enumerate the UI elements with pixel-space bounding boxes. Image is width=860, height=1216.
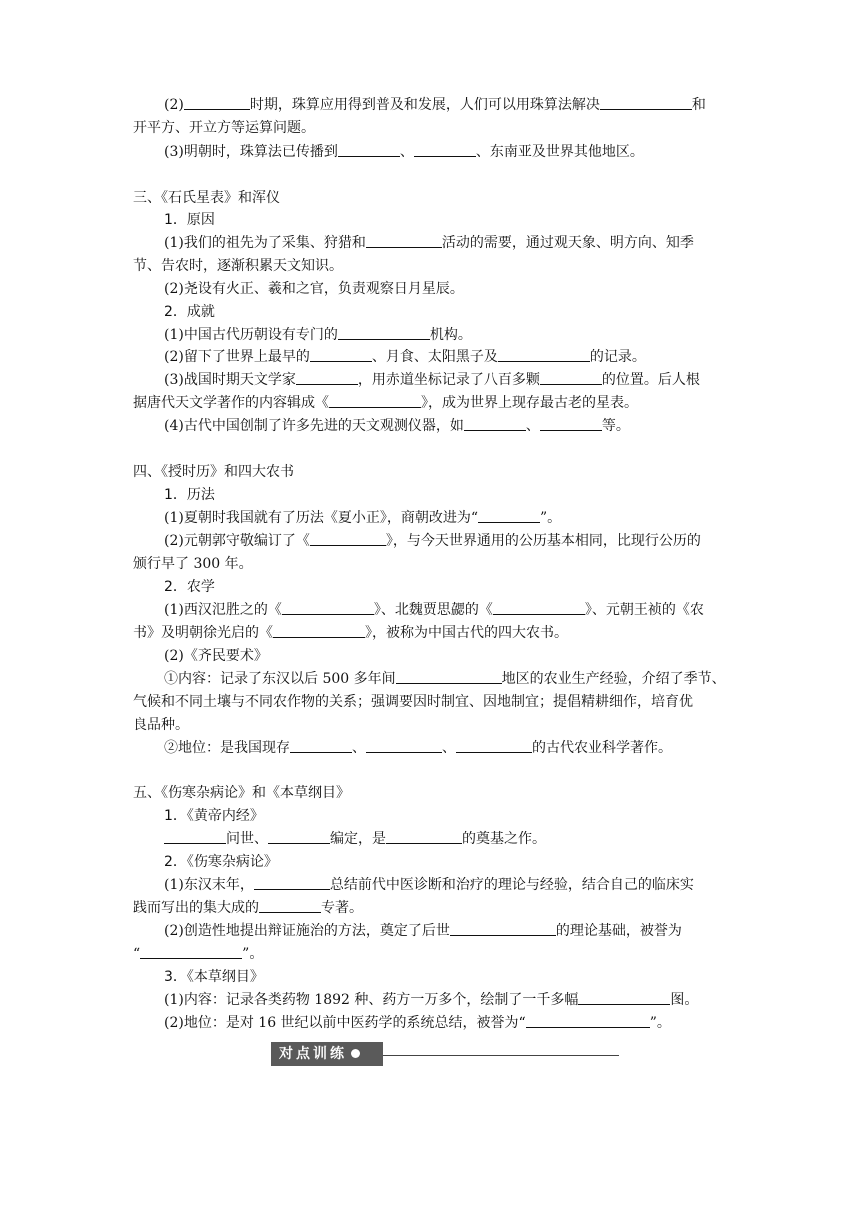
line-text: (2)留下了世界上最早的: [164, 349, 310, 365]
text-line: [164, 415, 630, 437]
line-text: 、: [399, 144, 414, 160]
line-text: (1)内容：记录各类药物 1892 种、药方一万多个，绘制了一千多幅: [164, 992, 579, 1008]
fill-blank[interactable]: [414, 142, 476, 157]
line-text: 1．历法: [164, 487, 215, 503]
fill-blank[interactable]: [498, 347, 590, 362]
line-text: 总结前代中医诊断和治疗的理论与经验，结合自己的临床实: [329, 877, 694, 893]
fill-blank[interactable]: [329, 393, 421, 408]
line-text: (2)《齐民要术》: [164, 648, 268, 664]
line-text: (2)尧设有火正、羲和之官，负责观察日月星辰。: [164, 281, 464, 297]
line-text: 据唐代天文学著作的内容辑成《: [133, 395, 329, 411]
fill-blank[interactable]: [310, 347, 372, 362]
line-text: 、: [525, 418, 540, 434]
line-text: ”。: [540, 510, 562, 526]
line-text: 》、北魏贾思勰的《: [373, 602, 493, 618]
line-text: 书》及明朝徐光启的《: [133, 625, 273, 641]
text-line: [164, 278, 464, 300]
line-text: ”。: [242, 946, 264, 962]
fill-blank[interactable]: [540, 370, 602, 385]
fill-blank[interactable]: [184, 95, 250, 110]
line-text: ”。: [649, 1015, 671, 1031]
line-text: 1．原因: [164, 212, 215, 228]
line-text: 2．成就: [164, 304, 215, 320]
line-text: 践而写出的集大成的: [133, 900, 259, 916]
line-text: 、: [352, 740, 366, 756]
fill-blank[interactable]: [600, 95, 692, 110]
practice-banner: [271, 1042, 383, 1066]
fill-blank[interactable]: [290, 738, 352, 753]
line-text: 》、元朝王祯的《农: [584, 602, 704, 618]
text-line: [164, 874, 694, 896]
line-text: (3)战国时期天文学家: [164, 372, 296, 388]
fill-blank[interactable]: [140, 944, 242, 959]
line-text: 五、《伤寒杂病论》和《本草纲目》: [133, 785, 350, 801]
line-text: 的记录。: [589, 349, 646, 365]
line-text: (2)创造性地提出辩证施治的方法，奠定了后世: [164, 923, 450, 939]
line-text: (2): [164, 97, 184, 113]
fill-blank[interactable]: [273, 623, 365, 638]
fill-blank[interactable]: [338, 325, 430, 340]
line-text: 2．《伤寒杂病论》: [164, 854, 278, 870]
text-line: [164, 599, 704, 621]
section-heading: [164, 851, 278, 873]
line-text: 图。: [670, 992, 699, 1008]
fill-blank[interactable]: [366, 233, 442, 248]
line-text: (1)东汉末年，: [164, 877, 254, 893]
line-text: 、: [442, 740, 456, 756]
line-text: (2)元朝郭守敬编订了《: [164, 533, 310, 549]
line-text: ，用赤道坐标记录了八百多颗: [357, 372, 540, 388]
fill-blank[interactable]: [450, 921, 556, 936]
section-heading: [164, 966, 264, 988]
line-text: 气候和不同土壤与不同农作物的关系；强调要因时制宜、因地制宜；提倡精耕细作，培育优: [133, 694, 693, 710]
text-line: [133, 622, 568, 644]
line-text: 专著。: [321, 900, 363, 916]
text-line: [164, 828, 546, 850]
fill-blank[interactable]: [268, 829, 330, 844]
fill-blank[interactable]: [296, 370, 358, 385]
section-heading: [164, 576, 215, 598]
line-text: 和: [691, 97, 706, 113]
line-text: 四、《授时历》和四大农书: [133, 464, 294, 480]
banner-rule: [383, 1055, 619, 1056]
text-line: [164, 530, 701, 552]
fill-blank[interactable]: [282, 600, 374, 615]
line-text: (2)地位：是对 16 世纪以前中医药学的系统总结，被誉为“: [164, 1015, 526, 1031]
line-text: ②地位：是我国现存: [164, 740, 290, 756]
text-line: [133, 943, 263, 965]
fill-blank[interactable]: [338, 142, 400, 157]
line-text: 、月食、太阳黑子及: [371, 349, 498, 365]
line-text: 开平方、开立方等运算问题。: [133, 120, 315, 136]
fill-blank[interactable]: [386, 829, 462, 844]
fill-blank[interactable]: [396, 669, 502, 684]
fill-blank[interactable]: [464, 416, 526, 431]
line-text: 等。: [601, 418, 630, 434]
text-line: [133, 714, 189, 736]
line-text: (4)古代中国创制了许多先进的天文观测仪器，如: [164, 418, 464, 434]
fill-blank[interactable]: [478, 508, 540, 523]
fill-blank[interactable]: [540, 416, 602, 431]
bullet-dot-icon: [351, 1049, 360, 1058]
line-text: 地区的农业生产经验，介绍了季节、: [501, 671, 726, 687]
line-text: (1)中国古代历朝设有专门的: [164, 327, 338, 343]
text-line: [164, 920, 682, 942]
text-line: [164, 507, 561, 529]
line-text: 编定，是: [330, 831, 386, 847]
text-line: [133, 553, 253, 575]
line-text: 时期，珠算应用得到普及和发展，人们可以用珠算法解决: [249, 97, 600, 113]
section-heading: [164, 209, 215, 231]
line-text: 的理论基础，被誉为: [555, 923, 682, 939]
fill-blank[interactable]: [578, 990, 670, 1005]
text-line: [164, 324, 472, 346]
text-line: [133, 255, 343, 277]
line-text: 》，成为世界上现存最古老的星表。: [421, 395, 638, 411]
line-text: 、东南亚及世界其他地区。: [475, 144, 644, 160]
line-text: 1．《黄帝内经》: [164, 808, 264, 824]
section-heading: [164, 484, 215, 506]
line-text: 颁行早了 300 年。: [133, 556, 253, 572]
line-text: 活动的需要，通过观天象、明方向、知季: [441, 235, 694, 251]
text-line: [133, 691, 693, 713]
text-line: [133, 117, 315, 139]
text-line: [164, 989, 698, 1011]
line-text: 机构。: [429, 327, 472, 343]
fill-blank[interactable]: [493, 600, 585, 615]
line-text: 2．农学: [164, 579, 215, 595]
line-text: 的位置。后人根: [601, 372, 700, 388]
section-heading: [133, 461, 294, 483]
section-heading: [164, 805, 264, 827]
line-text: (1)夏朝时我国就有了历法《夏小正》，商朝改进为“: [164, 510, 478, 526]
text-line: [164, 645, 268, 667]
fill-blank[interactable]: [366, 738, 442, 753]
text-line: [164, 737, 672, 759]
fill-blank[interactable]: [310, 531, 386, 546]
line-text: 》，与今天世界通用的公历基本相同，比现行公历的: [385, 533, 701, 549]
line-text: 问世、: [226, 831, 268, 847]
fill-blank[interactable]: [526, 1013, 650, 1028]
line-text: (1)西汉氾胜之的《: [164, 602, 282, 618]
fill-blank[interactable]: [456, 738, 532, 753]
line-text: “: [133, 946, 141, 962]
text-line: [164, 232, 694, 254]
text-line: [133, 897, 363, 919]
text-line: [164, 1012, 671, 1034]
fill-blank[interactable]: [164, 829, 226, 844]
section-heading: [164, 301, 215, 323]
line-text: ①内容：记录了东汉以后 500 多年间: [164, 671, 396, 687]
section-heading: [133, 782, 350, 804]
practice-banner-label: 对点训练: [279, 1046, 347, 1062]
text-line: [164, 369, 700, 391]
text-line: [133, 392, 638, 414]
line-text: 的古代农业科学著作。: [532, 740, 672, 756]
line-text: (3)明朝时，珠算法已传播到: [164, 144, 338, 160]
text-line: [164, 346, 646, 368]
line-text: 三、《石氏星表》和浑仪: [133, 190, 280, 206]
text-line: [164, 94, 706, 116]
line-text: 节、告农时，逐渐积累天文知识。: [133, 258, 343, 274]
section-heading: [133, 187, 280, 209]
line-text: 》，被称为中国古代的四大农书。: [365, 625, 568, 641]
text-line: [164, 668, 726, 690]
text-line: [164, 141, 644, 163]
line-text: 良品种。: [133, 717, 189, 733]
fill-blank[interactable]: [254, 875, 330, 890]
fill-blank[interactable]: [259, 898, 321, 913]
line-text: 的奠基之作。: [462, 831, 546, 847]
line-text: (1)我们的祖先为了采集、狩猎和: [164, 235, 366, 251]
line-text: 3．《本草纲目》: [164, 969, 264, 985]
